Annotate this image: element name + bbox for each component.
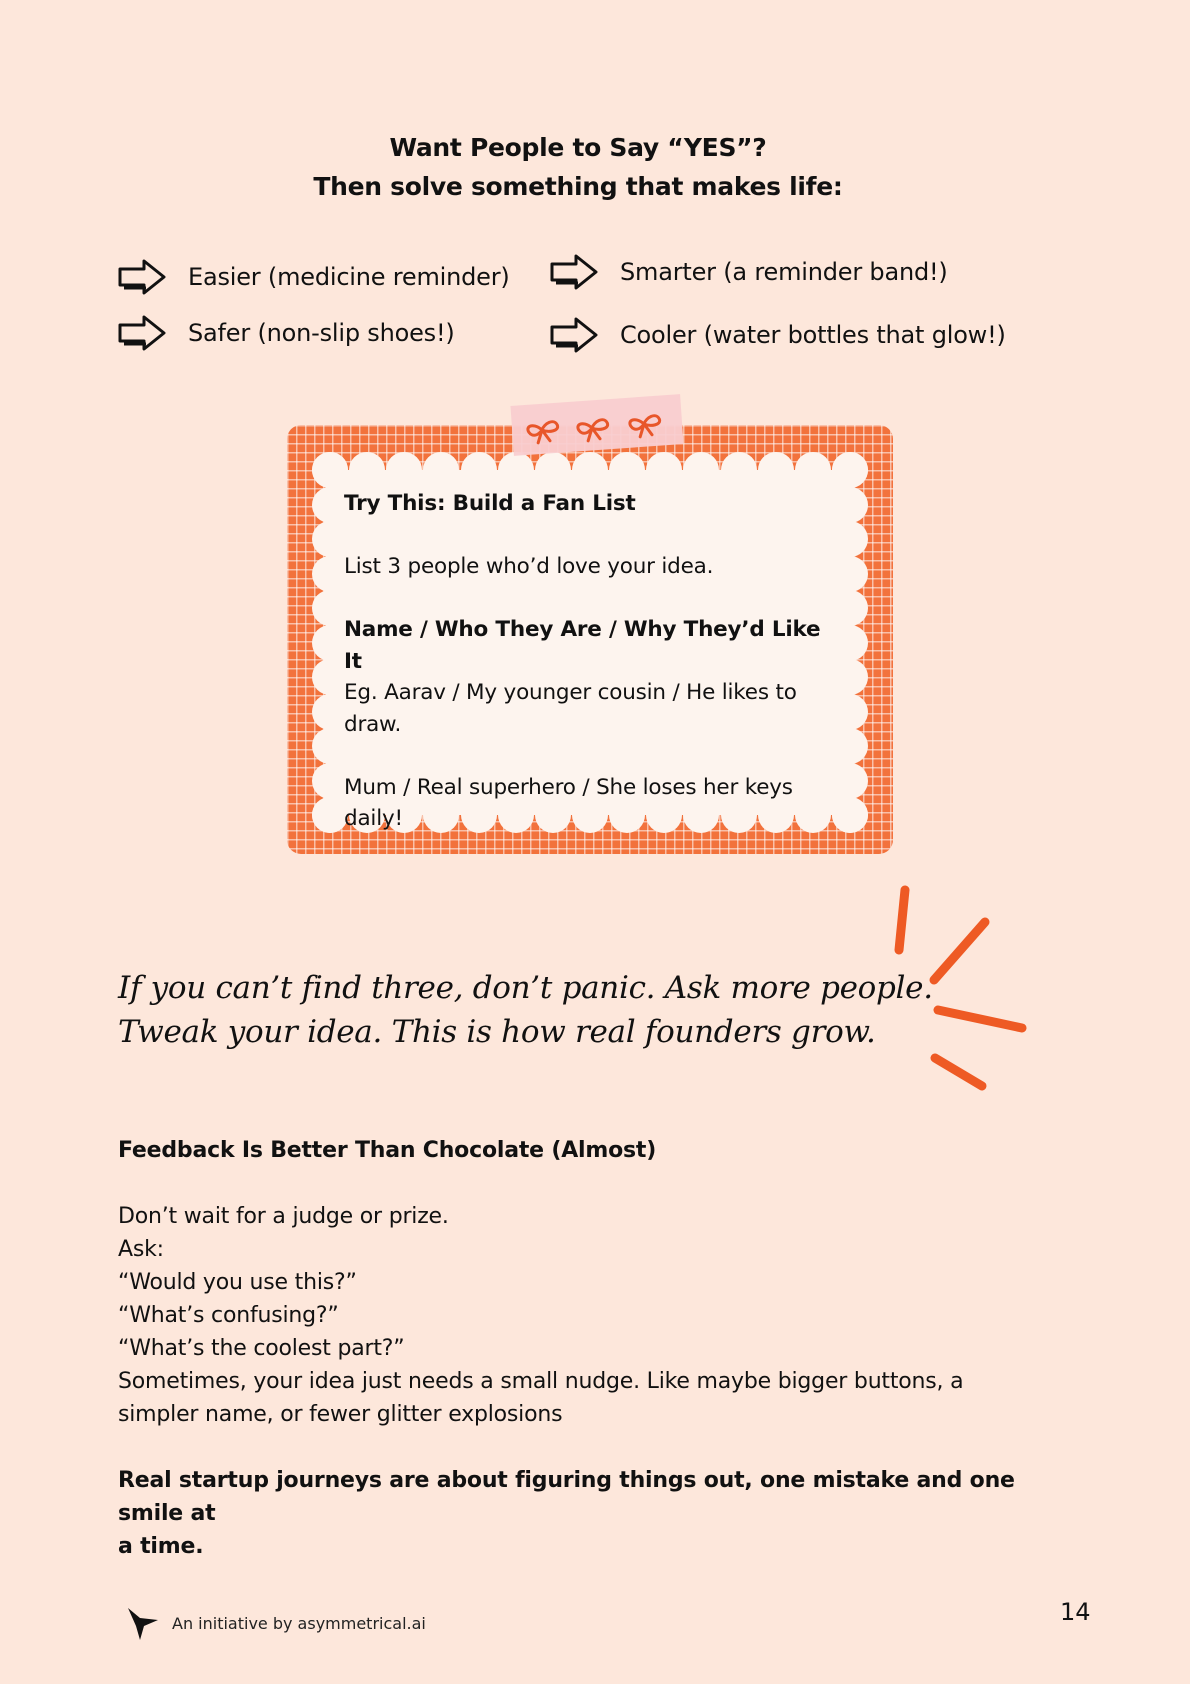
bow-icon bbox=[629, 415, 662, 438]
card-example-2-line-1: Mum / Real superhero / She loses her keys bbox=[344, 774, 793, 800]
card-example-1-line-1: Eg. Aarav / My younger cousin / He likes to bbox=[344, 680, 797, 705]
scallop-bump bbox=[535, 452, 571, 488]
arrow-right-icon bbox=[550, 316, 600, 354]
arrow-right-icon bbox=[118, 258, 168, 296]
heading-line-1: Want People to Say “YES”? bbox=[389, 133, 767, 162]
encouragement-line-2: Tweak your idea. This is how real founders grow. bbox=[118, 1014, 876, 1050]
benefit-item-smarter bbox=[550, 253, 948, 291]
scallop-bump bbox=[572, 452, 608, 488]
scallop-bump bbox=[312, 521, 348, 557]
footer-initiative-text: An initiative by asymmetrical.ai bbox=[172, 1614, 426, 1633]
feedback-line-2: Ask: bbox=[118, 1237, 164, 1262]
scallop-bump bbox=[312, 452, 348, 488]
scallop-bump bbox=[721, 452, 757, 488]
closing-line-1: Real startup journeys are about figuring things out, one mistake and one smile at bbox=[118, 1468, 1015, 1526]
bird-logo-icon bbox=[126, 1606, 160, 1642]
arrow-right-icon bbox=[550, 253, 600, 291]
feedback-line-1: Don’t wait for a judge or prize. bbox=[118, 1204, 449, 1229]
benefit-label: Smarter (a reminder band!) bbox=[620, 258, 948, 286]
fan-list-content bbox=[344, 488, 844, 835]
benefit-label: Easier (medicine reminder) bbox=[188, 263, 510, 291]
arrow-right-icon bbox=[118, 314, 168, 352]
card-header-row: Name / Who They Are / Why They’d Like It bbox=[344, 617, 821, 674]
scallop-bump bbox=[795, 452, 831, 488]
encouragement-line-1: If you can’t find three, don’t panic. Ask more people. bbox=[118, 970, 933, 1006]
feedback-section bbox=[118, 1134, 1078, 1563]
scallop-bump bbox=[609, 452, 645, 488]
page-heading bbox=[0, 128, 1156, 206]
scallop-bump bbox=[312, 556, 348, 592]
feedback-question-1: “Would you use this?” bbox=[118, 1270, 357, 1295]
encouragement-text bbox=[118, 966, 978, 1054]
benefit-item-safer bbox=[118, 314, 455, 352]
feedback-question-2: “What’s confusing?” bbox=[118, 1303, 339, 1328]
card-example-1-line-2: draw. bbox=[344, 711, 402, 737]
scallop-bump bbox=[461, 452, 497, 488]
closing-line-2: a time. bbox=[118, 1534, 204, 1559]
feedback-question-3: “What’s the coolest part?” bbox=[118, 1336, 405, 1361]
bow-icons bbox=[520, 408, 680, 448]
scallop-bump bbox=[312, 694, 348, 730]
card-example-2-line-2: daily! bbox=[344, 806, 403, 831]
benefit-item-easier bbox=[118, 258, 510, 296]
feedback-title: Feedback Is Better Than Chocolate (Almost) bbox=[118, 1138, 657, 1163]
scallop-bump bbox=[312, 763, 348, 799]
sparkle-rays-icon bbox=[880, 880, 1030, 1100]
benefit-item-cooler bbox=[550, 316, 1006, 354]
scallop-bump bbox=[498, 452, 534, 488]
bow-icon bbox=[577, 419, 610, 442]
scallop-bump bbox=[349, 452, 385, 488]
bow-icon bbox=[527, 421, 560, 444]
scallop-bump bbox=[312, 728, 348, 764]
feedback-paragraph-line-2: simpler name, or fewer glitter explosions bbox=[118, 1402, 563, 1427]
feedback-paragraph-line-1: Sometimes, your idea just needs a small nudge. Like maybe bigger buttons, a bbox=[118, 1369, 964, 1394]
scallop-bump bbox=[758, 452, 794, 488]
card-instruction: List 3 people who’d love your idea. bbox=[344, 554, 714, 579]
scallop-bump bbox=[312, 590, 348, 626]
card-title: Try This: Build a Fan List bbox=[344, 491, 636, 516]
benefit-label: Safer (non-slip shoes!) bbox=[188, 319, 455, 347]
scallop-bump bbox=[312, 659, 348, 695]
scallop-bump bbox=[832, 452, 868, 488]
heading-line-2: Then solve something that makes life: bbox=[313, 172, 843, 201]
page-number: 14 bbox=[1060, 1598, 1091, 1626]
scallop-bump bbox=[312, 487, 348, 523]
scallop-bump bbox=[312, 625, 348, 661]
scallop-bump bbox=[312, 797, 348, 833]
benefit-label: Cooler (water bottles that glow!) bbox=[620, 321, 1006, 349]
